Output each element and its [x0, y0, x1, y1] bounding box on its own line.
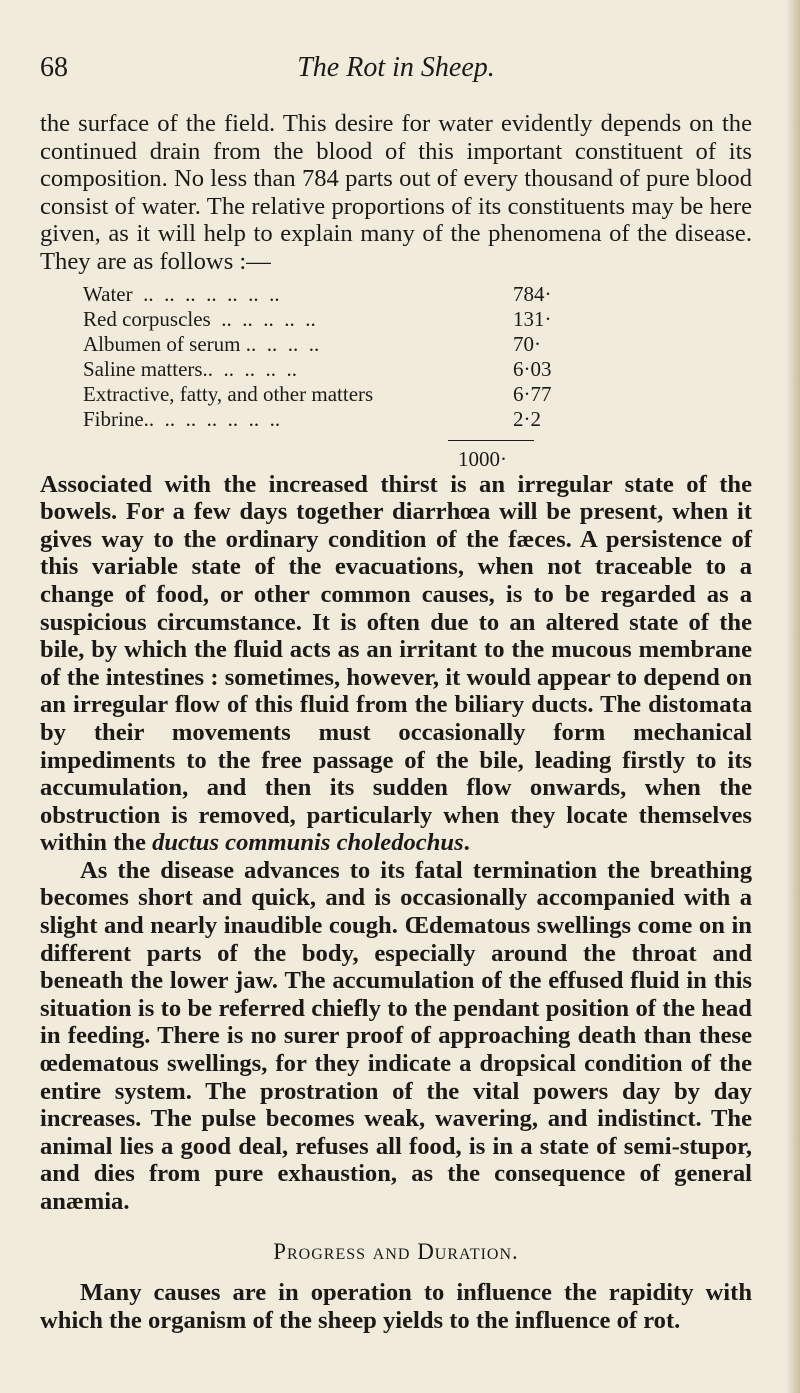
running-title: The Rot in Sheep. [297, 52, 495, 83]
row-label: Saline matters.. .. .. .. .. [83, 356, 298, 381]
table-row [83, 382, 563, 407]
table-row [83, 332, 563, 357]
table-row [83, 282, 563, 307]
table-total: 1000· [458, 446, 507, 471]
paragraph-continuation: the surface of the field. This desire for water evidently depends on the continued drain from the blood of this important constituent of its composition. No less than 784 parts out of every thousand of pure blood consist of water. The relative proportions of its constituents may be here given, as it will help to explain many of the phenomena of the disease. They are as follows :— [40, 110, 752, 275]
table-row [83, 407, 563, 432]
paragraph-bowels-end: . [463, 829, 470, 857]
page-body [40, 110, 752, 1334]
page-edge-shadow [786, 0, 800, 1393]
total-rule [448, 440, 534, 441]
table-row [83, 357, 563, 382]
row-label: Red corpuscles .. .. .. .. .. [83, 306, 316, 331]
paragraph-progress: Many causes are in operation to influence the rapidity with which the organism of the sheep yields to the influence of rot. [40, 1279, 752, 1334]
row-value: 6·77 [513, 381, 552, 406]
paragraph-bowels [40, 471, 752, 857]
table-row [83, 307, 563, 332]
row-value: 2·2 [513, 406, 541, 431]
row-label: Fibrine.. .. .. .. .. .. .. [83, 406, 281, 431]
row-value: 70· [513, 331, 541, 356]
section-heading: Progress and Duration. [273, 1238, 519, 1264]
paragraph-advance: As the disease advances to its fatal termination the breathing becomes short and quick, and is occasionally accompanied with a slight and nearly inaudible cough. Œdematous swellings come on in different parts of the body, especially around the throat and beneath the lower jaw. The accumulation of the effused fluid in this situation is to be referred chiefly to the pendant position of the head in feeding. There is no surer proof of approaching death than these œdematous swellings, for they indicate a dropsical condition of the entire system. The prostration of the vital powers day by day increases. The pulse becomes weak, wavering, and indistinct. The animal lies a good deal, refuses all food, is in a state of semi-stupor, and dies from pure exhaustion, as the consequence of general anæmia. [40, 856, 752, 1215]
row-label: Water .. .. .. .. .. .. .. [83, 281, 280, 306]
row-value: 784· [513, 281, 552, 306]
row-value: 6·03 [513, 356, 552, 381]
paragraph-bowels-text: Associated with the increased thirst is an irregular state of the bowels. For a few days together diarrhœa will be present, when it gives way to the ordinary condition of the fæces. A persistence of this variable state of the evacuations, when not traceable to a change of food, or other common causes, is to be regarded as a suspicious circumstance. It is often due to an altered state of the bile, by which the fluid acts as an irritant to the mucous membrane of the intestines : sometimes, however, it would appear to depend on an irregular flow of this fluid from the biliary ducts. The distomata by their movements must occasionally form mechanical impediments to the free passage of the bile, leading firstly to its accumulation, and then its sudden flow onwards, when the obstruction is removed, particularly when they locate themselves within the [40, 470, 752, 857]
italic-term: ductus communis choledochus [152, 829, 464, 857]
row-value: 131· [513, 306, 552, 331]
blood-composition-table [83, 282, 563, 432]
row-label: Albumen of serum .. .. .. .. [83, 331, 320, 356]
page-number: 68 [40, 52, 68, 83]
row-label: Extractive, fatty, and other matters [83, 381, 374, 406]
page-header [40, 52, 752, 92]
